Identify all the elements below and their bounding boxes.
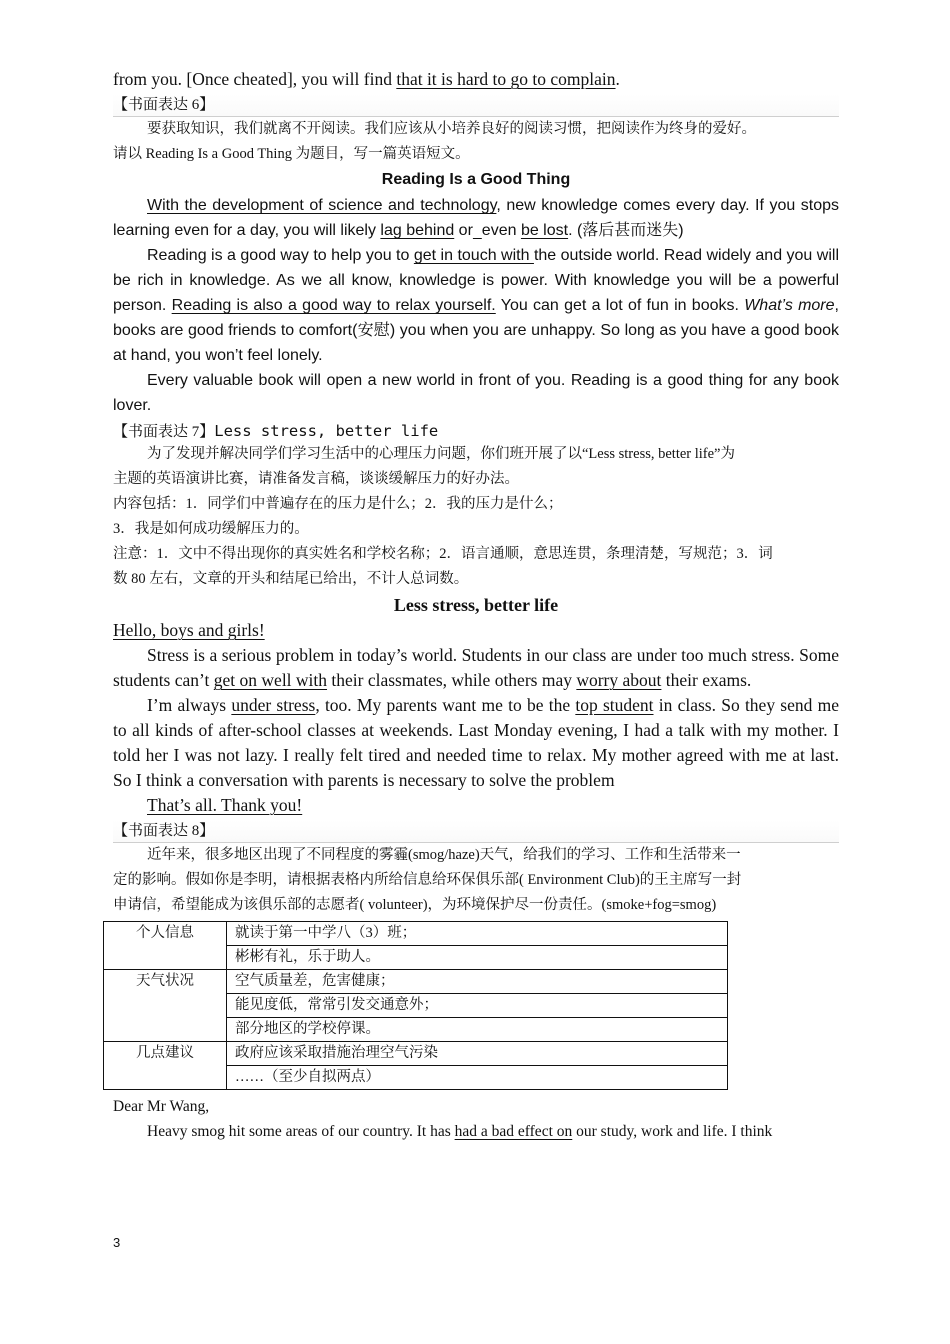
letter-salutation: Dear Mr Wang, xyxy=(113,1098,210,1115)
underlined-phrase: top student xyxy=(575,695,654,715)
continuation-line xyxy=(113,66,839,92)
table-category-weather: 天气状况 xyxy=(104,970,227,1042)
content-requirement: 内容包括：1．同学们中普遍存在的压力是什么；2．我的压力是什么； xyxy=(113,496,563,512)
note-line: 数 80 左右，文章的开头和结尾已给出，不计人总词数。 xyxy=(113,571,469,587)
section8-prompt-2 xyxy=(113,868,839,918)
speech-closing xyxy=(113,793,839,818)
section7-prompt xyxy=(113,442,839,467)
page-number: 3 xyxy=(113,1235,121,1250)
paragraph-text: Reading is a good way to help you to xyxy=(147,247,414,264)
table-cell: 能见度低，常常引发交通意外； xyxy=(227,994,728,1018)
paragraph-text: the outside world. Read widely and you will be rich in knowledge. As we all know, knowledge is power. With knowledge you will be a powerful person. xyxy=(113,247,839,314)
paragraph-text: their exams. xyxy=(661,670,752,690)
underlined-phrase: get on well with xyxy=(213,670,328,690)
paragraph-text: in class. So they send me to all kinds of after-school classes at weekends. Last Monday evening, I had a talk with my mother. I told her I was not lazy. I really felt tired and needed time to relax. My mother agreed with me at last. So I think a conversation with parents is necessary to solve the problem xyxy=(113,695,839,790)
continuation-text: from you. [Once cheated], you will find xyxy=(113,69,397,89)
italic-phrase: What’s more xyxy=(744,297,835,314)
paragraph-text: , books are good friends to comfort(安慰) you when you are unhappy. So long as you have a good book at hand, you won’t feel lonely. xyxy=(113,297,839,364)
paragraph-text: or xyxy=(454,222,473,239)
underlined-closing: That’s all. Thank you! xyxy=(147,795,303,815)
table-cell: 政府应该采取措施治理空气污染 xyxy=(227,1042,728,1066)
section7-prompt-2 xyxy=(113,467,839,592)
paragraph-text: their classmates, while others may xyxy=(327,670,577,690)
paragraph-text: , too. My parents want me to be the xyxy=(315,695,576,715)
section8-prompt xyxy=(113,843,839,868)
table-cell: 就读于第一中学八（3）班； xyxy=(227,922,728,946)
underlined-phrase: had a bad effect on xyxy=(454,1123,573,1140)
prompt-line: 近年来，很多地区出现了不同程度的雾霾(smog/haze)天气，给我们的学习、工作和生活带来一 xyxy=(147,847,741,863)
speech-paragraph-2 xyxy=(113,693,839,793)
paragraph-text: . (落后甚而迷失) xyxy=(568,222,684,239)
paragraph-text: I’m always xyxy=(147,695,232,715)
underlined-phrase: Reading is also a good way to relax yourself. xyxy=(171,297,496,314)
speech-paragraph-1 xyxy=(113,643,839,693)
prompt-line: 为了发现并解决同学们学习生活中的心理压力问题，你们班开展了以“Less stress, better life”为 xyxy=(147,446,735,462)
prompt-line: 定的影响。假如你是李明，请根据表格内所给信息给环保俱乐部( Environment Club)的王主席写一封 xyxy=(113,872,742,888)
essay-paragraph-3: Every valuable book will open a new world in front of you. Reading is a good thing for any book lover. xyxy=(113,372,839,414)
underlined-phrase: under stress xyxy=(231,695,316,715)
essay-paragraph-1 xyxy=(113,193,839,243)
section-heading-7 xyxy=(113,420,839,442)
blank xyxy=(473,222,482,239)
table-row xyxy=(104,1042,728,1066)
paragraph-text: , new knowledge comes every day. If you stops learning even for a day, you will likely xyxy=(113,197,839,239)
table-cell: 部分地区的学校停课。 xyxy=(227,1018,728,1042)
underlined-greeting: Hello, boys and girls! xyxy=(113,620,265,640)
punctuation: . xyxy=(615,69,620,89)
paragraph-text: Stress is a serious problem in today’s world. Students in our class are under too much stress. Some students can’t xyxy=(113,645,839,690)
note-line: 注意：1．文中不得出现你的真实姓名和学校名称；2．语言通顺，意思连贯，条理清楚，写规范；3．词 xyxy=(113,546,773,562)
paragraph-text: Heavy smog hit some areas of our country. It has xyxy=(147,1123,455,1140)
section-heading-6: 【书面表达 6】 xyxy=(113,94,839,117)
table-row xyxy=(104,970,728,994)
underlined-phrase: lag behind xyxy=(380,222,455,239)
table-cell: 空气质量差，危害健康； xyxy=(227,970,728,994)
section-heading-title: Less stress, better life xyxy=(214,422,439,440)
table-category-suggestions: 几点建议 xyxy=(104,1042,227,1090)
content-requirement: 3．我是如何成功缓解压力的。 xyxy=(113,521,309,537)
prompt-line: 请以 Reading Is a Good Thing 为题目，写一篇英语短文。 xyxy=(113,146,470,162)
paragraph-text: You can get a lot of fun in books. xyxy=(495,297,745,314)
paragraph-text: even xyxy=(481,222,521,239)
document-page xyxy=(113,66,839,1144)
underlined-phrase: that it is hard to go to complain xyxy=(396,69,616,89)
underlined-phrase: get in touch with xyxy=(413,247,534,264)
info-table xyxy=(103,921,728,1090)
essay-title: Reading Is a Good Thing xyxy=(381,171,571,188)
speech-title: Less stress, better life xyxy=(393,595,559,615)
essay-paragraph-2 xyxy=(113,243,839,368)
underlined-phrase: be lost xyxy=(520,222,569,239)
table-cell: ……（至少自拟两点） xyxy=(227,1066,728,1090)
table-category-personal: 个人信息 xyxy=(104,922,227,970)
section6-prompt xyxy=(113,117,839,142)
prompt-line: 申请信，希望能成为该俱乐部的志愿者( volunteer)，为环境保护尽一份责任。(smoke+fog=smog) xyxy=(113,897,717,913)
table-row xyxy=(104,922,728,946)
section6-prompt-2 xyxy=(113,142,839,167)
section-heading-label: 【书面表达 7】 xyxy=(113,424,215,440)
letter-paragraph-1 xyxy=(113,1119,839,1144)
table-cell: 彬彬有礼，乐于助人。 xyxy=(227,946,728,970)
speech-greeting xyxy=(113,618,839,643)
section-heading-8: 【书面表达 8】 xyxy=(113,820,839,843)
underlined-phrase: With the development of science and technology xyxy=(147,197,497,214)
prompt-line: 要获取知识，我们就离不开阅读。我们应该从小培养良好的阅读习惯，把阅读作为终身的爱好。 xyxy=(147,121,756,137)
underlined-phrase: worry about xyxy=(576,670,662,690)
prompt-line: 主题的英语演讲比赛，请准备发言稿，谈谈缓解压力的好办法。 xyxy=(113,471,519,487)
paragraph-text: our study, work and life. I think xyxy=(572,1123,773,1140)
